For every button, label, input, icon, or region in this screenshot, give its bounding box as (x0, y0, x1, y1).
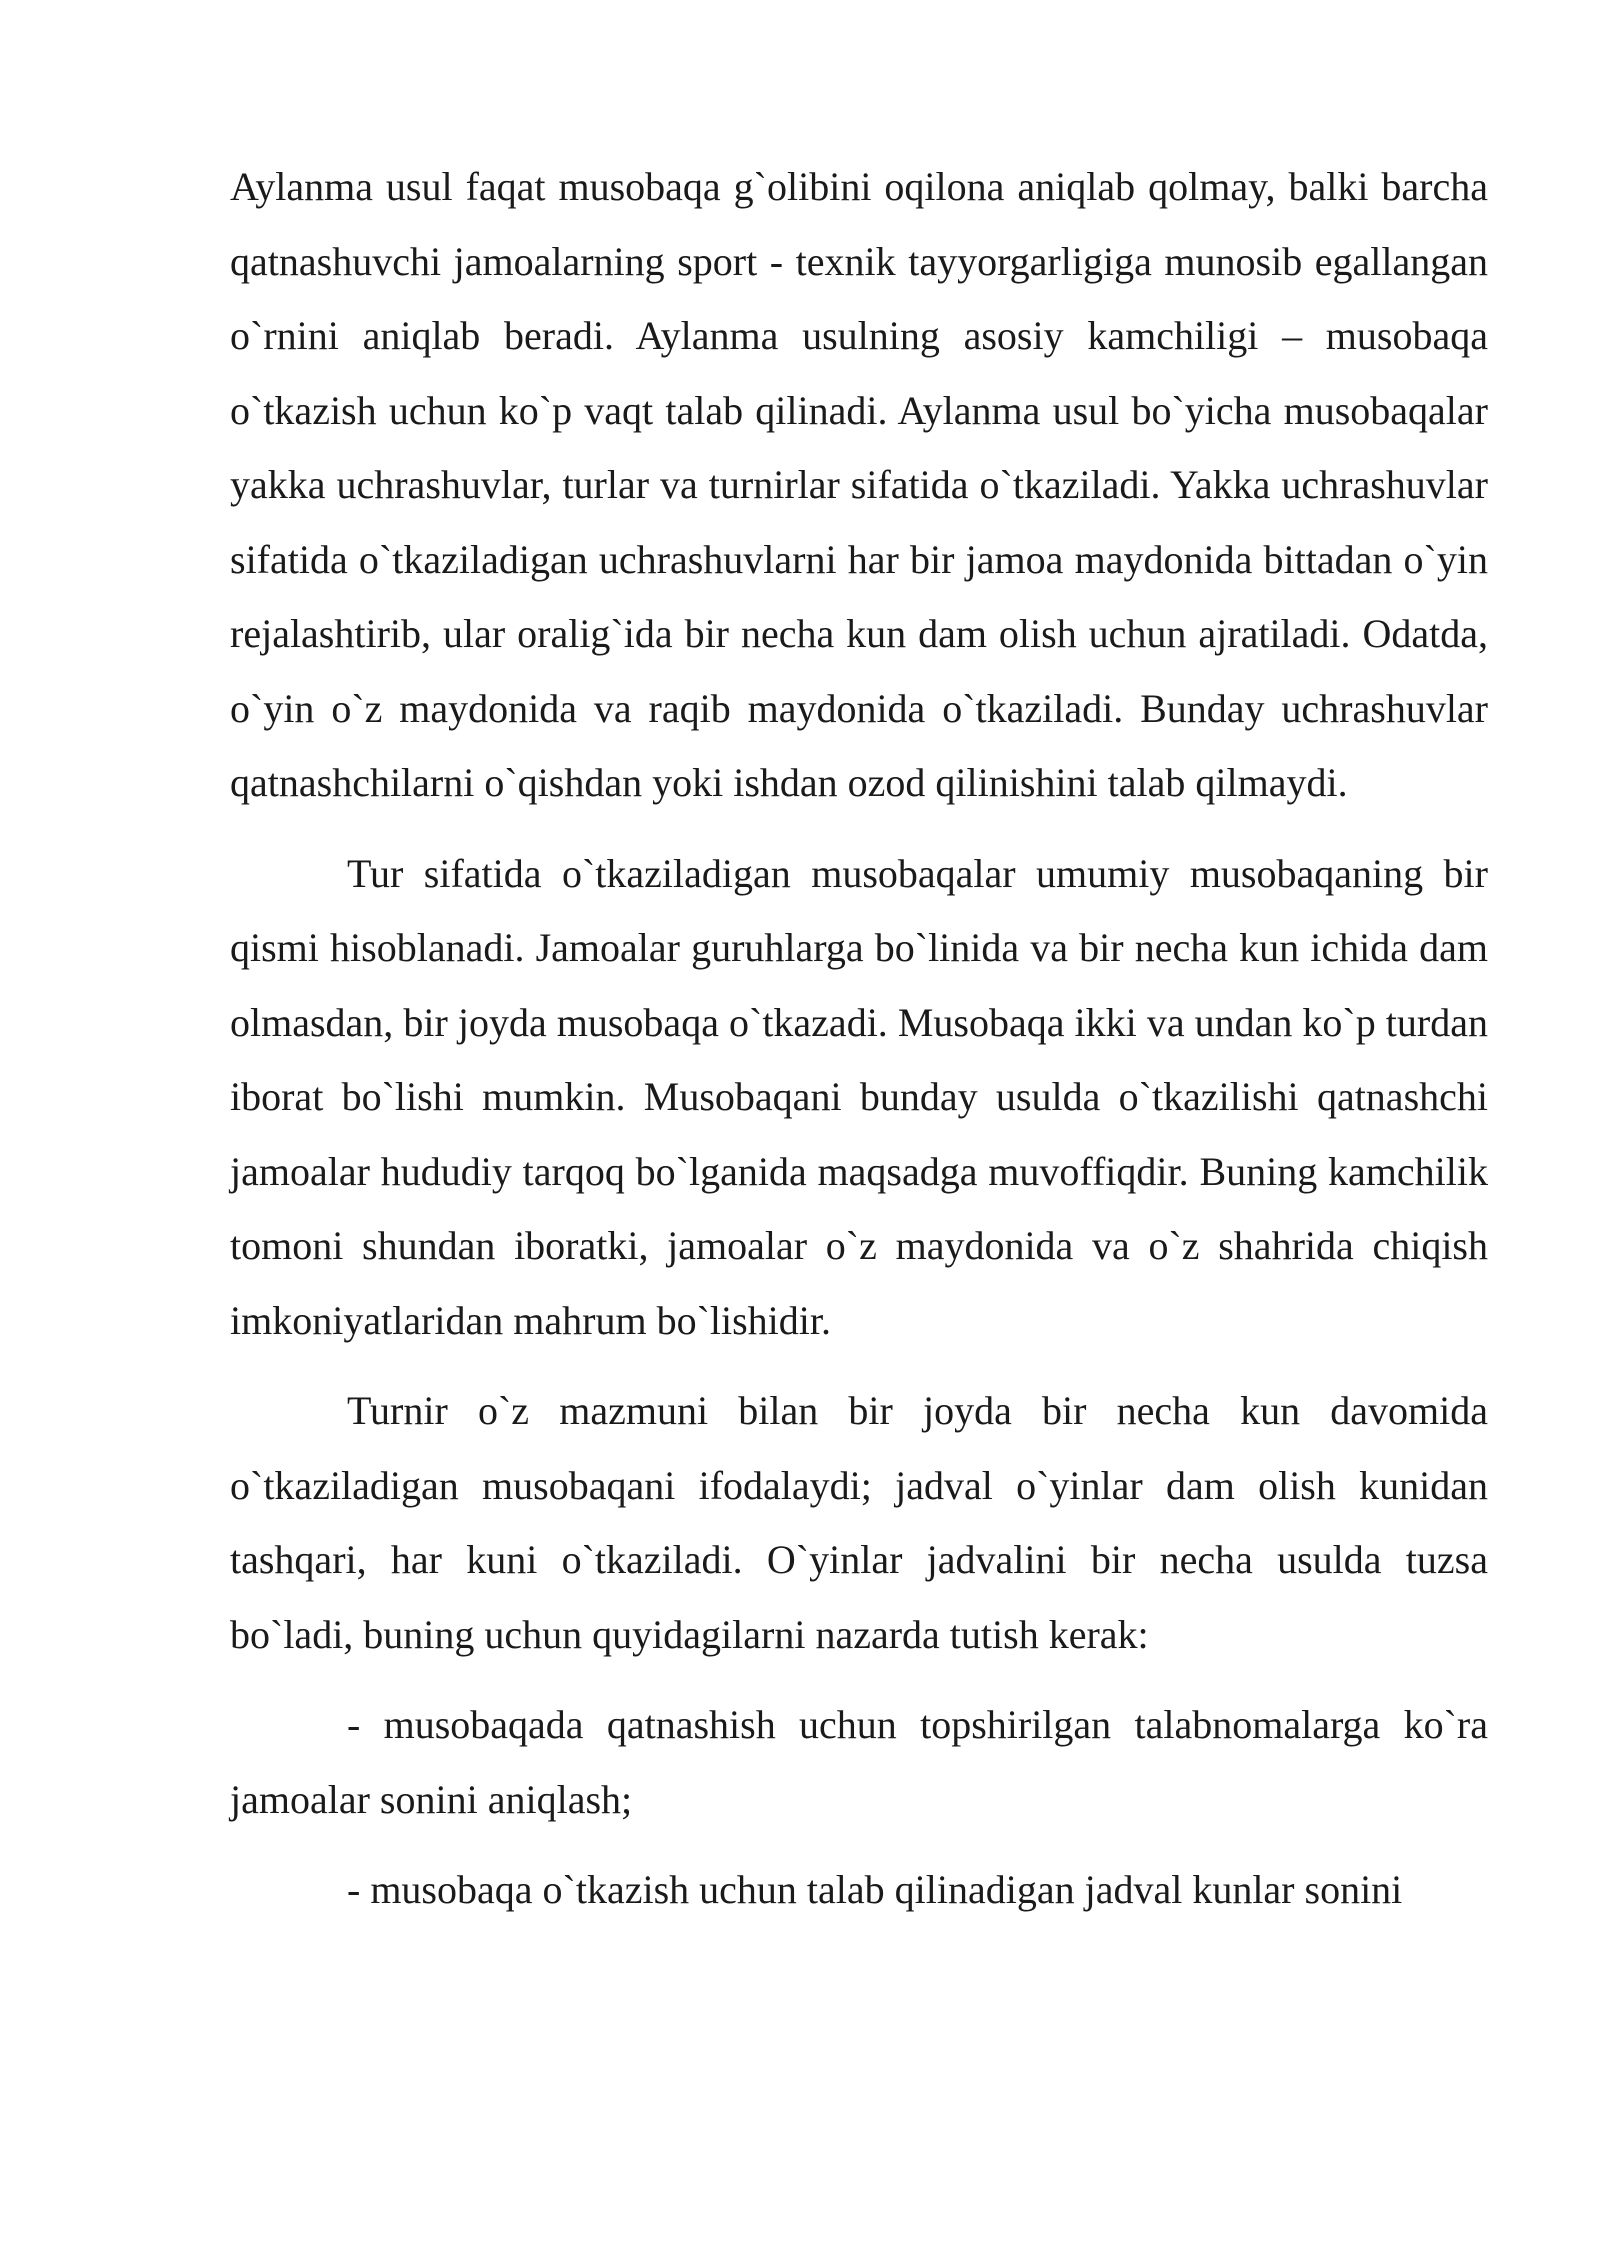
paragraph-tour-competitions: Tur sifatida o`tkaziladigan musobaqalar umumiy musobaqaning bir qismi hisoblanadi. Jamoalar guruhlarga bo`linida va bir necha kun ichida dam olmasdan, bir joyda musobaqa o`tkazadi. Musobaqa ikki va undan ko`p turdan iborat bo`lishi mumkin. Musobaqani bunday usulda o`tkazilishi qatnashchi jamoalar hududiy tarqoq bo`lganida maqsadga muvoffiqdir. Buning kamchilik tomoni shundan iboratki, jamoalar o`z maydonida va o`z shahrida chiqish imkoniyatlaridan mahrum bo`lishidir. (230, 850, 1488, 1343)
document-body (230, 150, 1488, 1944)
list-item-schedule-days: - musobaqa o`tkazish uchun talab qilinadigan jadval kunlar sonini (347, 1867, 1403, 1912)
paragraph-tournament: Turnir o`z mazmuni bilan bir joyda bir necha kun davomida o`tkaziladigan musobaqani ifodalaydi; jadval o`yinlar dam olish kunidan tashqari, har kuni o`tkaziladi. O`yinlar jadvalini bir necha usulda tuzsa bo`ladi, buning uchun quyidagilarni nazarda tutish kerak: (230, 1388, 1488, 1657)
list-item-team-count: - musobaqada qatnashish uchun topshirilgan talabnomalarga ko`ra jamoalar sonini aniqlash; (230, 1702, 1488, 1822)
paragraph-round-robin-method: Aylanma usul faqat musobaqa g`olibini oqilona aniqlab qolmay, balki barcha qatnashuvchi jamoalarning sport - texnik tayyorgarligiga munosib egallangan o`rnini aniqlab beradi. Aylanma usulning asosiy kamchiligi – musobaqa o`tkazish uchun ko`p vaqt talab qilinadi. Aylanma usul bo`yicha musobaqalar yakka uchrashuvlar, turlar va turnirlar sifatida o`tkaziladi. Yakka uchrashuvlar sifatida o`tkaziladigan uchrashuvlarni har bir jamoa maydonida bittadan o`yin rejalashtirib, ular oralig`ida bir necha kun dam olish uchun ajratiladi. Odatda, o`yin o`z maydonida va raqib maydonida o`tkaziladi. Bunday uchrashuvlar qatnashchilarni o`qishdan yoki ishdan ozod qilinishini talab qilmaydi. (230, 164, 1488, 805)
